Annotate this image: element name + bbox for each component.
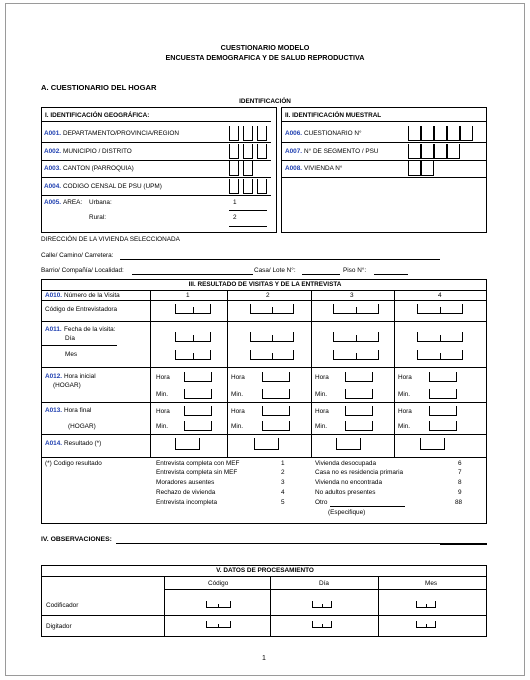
minute-box[interactable]	[429, 421, 457, 431]
visit-number: 4	[438, 292, 442, 299]
minute-box[interactable]	[262, 421, 290, 431]
rural-label: Rural:	[89, 214, 107, 221]
digit-separator	[322, 624, 323, 628]
code-label: A003.	[44, 165, 62, 172]
hour-label: Hora	[398, 374, 412, 381]
row-label: CUESTIONARIO N°	[304, 130, 362, 137]
code-digit-box[interactable]	[229, 161, 239, 176]
code-digit-box[interactable]	[243, 126, 253, 141]
row-label: CODIGO CENSAL DE PSU (UPM)	[63, 183, 162, 190]
observations-input-line[interactable]	[440, 544, 487, 545]
result-code-number: 6	[458, 460, 462, 467]
minute-box[interactable]	[429, 389, 457, 399]
code-label: A012.	[45, 373, 63, 380]
code-digit-box[interactable]	[243, 144, 253, 159]
code-label: A014.	[45, 440, 63, 447]
result-box[interactable]	[175, 438, 200, 450]
code-digit-box[interactable]	[243, 161, 253, 176]
household-label: (HOGAR)	[68, 423, 96, 430]
column-header-code: Código	[208, 580, 229, 587]
code-digit-box[interactable]	[257, 144, 267, 159]
divider	[164, 589, 487, 590]
column-header-month: Mes	[425, 580, 438, 587]
minute-label: Min.	[231, 423, 244, 430]
observations-input-line[interactable]	[116, 543, 487, 544]
digit-separator	[440, 335, 441, 342]
visit-number-label: Número de la Visita	[64, 292, 120, 299]
row-label: MUNICIPIO / DISTRITO	[63, 148, 132, 155]
hour-box[interactable]	[262, 406, 290, 416]
minute-label: Min.	[398, 423, 411, 430]
divider	[41, 402, 487, 403]
code-digit-box[interactable]	[257, 179, 267, 194]
street-label: Calle/ Camino/ Carretera:	[41, 252, 114, 259]
code-digit-box[interactable]	[243, 179, 253, 194]
result-code-label: Rechazo de vivienda	[156, 489, 216, 496]
processing-title: V. DATOS DE PROCESAMIENTO	[216, 567, 314, 574]
minute-label: Min.	[315, 423, 328, 430]
code-digit-box[interactable]	[257, 126, 267, 141]
code-digit-box[interactable]	[447, 144, 460, 159]
code-digit-box[interactable]	[434, 126, 447, 141]
minute-label: Min.	[315, 391, 328, 398]
street-input-line[interactable]	[120, 259, 440, 260]
code-label: A001.	[44, 130, 62, 137]
code-label: A011.	[45, 326, 62, 333]
digit-separator	[272, 353, 273, 360]
geo-title: I. IDENTIFICACIÓN GEOGRÁFICA:	[45, 112, 150, 119]
row-label: CANTON (PARROQUIA)	[63, 165, 134, 172]
code-label: A007.	[285, 148, 303, 155]
divider	[281, 121, 487, 122]
divider	[41, 434, 487, 435]
result-box[interactable]	[420, 438, 445, 450]
result-code-label: Casa no es residencia primaria	[315, 469, 404, 476]
minute-box[interactable]	[184, 421, 212, 431]
row-label-typist: Digitador	[46, 623, 72, 630]
result-code-number: 2	[281, 469, 285, 476]
divider	[281, 142, 487, 143]
code-digit-box[interactable]	[408, 161, 421, 176]
visit-number: 1	[186, 292, 190, 299]
code-label: A005.	[44, 199, 62, 206]
row-label-coder: Codificador	[46, 602, 79, 609]
code-digit-box[interactable]	[447, 126, 460, 141]
digit-separator	[356, 307, 357, 314]
digit-separator	[218, 604, 219, 608]
hour-box[interactable]	[429, 406, 457, 416]
result-code-number: 8	[458, 479, 462, 486]
barrio-label: Barrio/ Compañía/ Localidad:	[41, 267, 124, 274]
divider	[41, 345, 117, 346]
minute-box[interactable]	[345, 421, 373, 431]
specify-label: (Especifique)	[328, 509, 366, 516]
section-a-title: A. CUESTIONARIO DEL HOGAR	[41, 83, 157, 92]
minute-box[interactable]	[184, 389, 212, 399]
divider	[41, 367, 487, 368]
casa-input-line[interactable]	[302, 274, 340, 275]
result-code-number: 88	[455, 499, 463, 506]
code-digit-box[interactable]	[229, 126, 239, 141]
day-label: Día	[65, 335, 75, 342]
column-separator	[378, 576, 379, 637]
column-separator	[164, 576, 165, 637]
result-code-number: 9	[458, 489, 462, 496]
result-code-number: 5	[281, 499, 285, 506]
piso-label: Piso N°:	[343, 267, 367, 274]
result-code-label: Moradores ausentes	[156, 479, 215, 486]
interviewer-code-label: Código de Entrevistadora	[45, 306, 118, 313]
divider	[41, 142, 271, 143]
result-code-label: No adultos presentes	[315, 489, 376, 496]
result-codes-label: (*) Codigo resultado	[45, 460, 102, 467]
hour-label: Hora	[398, 408, 412, 415]
minute-label: Min.	[398, 391, 411, 398]
code-label: A013.	[45, 407, 63, 414]
result-code-label: Entrevista completa sin MEF	[156, 469, 238, 476]
area-answer-line[interactable]	[229, 210, 267, 211]
minute-box[interactable]	[262, 389, 290, 399]
hour-label: Hora	[231, 374, 245, 381]
urbana-label: Urbana:	[89, 199, 112, 206]
divider	[41, 457, 487, 458]
minute-label: Min.	[156, 423, 169, 430]
household-label: (HOGAR)	[53, 382, 81, 389]
digit-separator	[440, 353, 441, 360]
result-code-label: Vivienda no encontrada	[315, 479, 383, 486]
title-line-2: ENCUESTA DEMOGRAFICA Y DE SALUD REPRODUCTIVA	[165, 53, 365, 62]
hour-box[interactable]	[345, 372, 373, 382]
digit-separator	[426, 604, 427, 608]
column-header-day: Día	[319, 580, 329, 587]
result-code-number: 4	[281, 489, 285, 496]
address-heading: DIRECCIÓN DE LA VIVIENDA SELECCIONADA	[41, 236, 180, 243]
hour-box[interactable]	[345, 406, 373, 416]
hour-box[interactable]	[184, 372, 212, 382]
piso-input-line[interactable]	[374, 274, 408, 275]
code-label: A008.	[285, 165, 303, 172]
digit-separator	[426, 624, 427, 628]
hour-label: Hora	[315, 408, 329, 415]
code-digit-box[interactable]	[421, 144, 434, 159]
minute-label: Min.	[156, 391, 169, 398]
result-code-number: 1	[281, 460, 285, 467]
digit-separator	[272, 307, 273, 314]
digit-separator	[272, 335, 273, 342]
hour-label: Hora	[156, 408, 170, 415]
column-separator	[270, 576, 271, 637]
code-label: A004.	[44, 183, 62, 190]
sample-title: II. IDENTIFICACIÓN MUESTRAL	[285, 112, 382, 119]
result-code-number: 7	[458, 469, 462, 476]
minute-label: Min.	[231, 391, 244, 398]
hour-box[interactable]	[184, 406, 212, 416]
column-separator	[227, 290, 228, 458]
divider	[41, 300, 487, 301]
divider	[41, 177, 271, 178]
urbana-code: 1	[233, 199, 237, 206]
visits-title: III. RESULTADO DE VISITAS Y DE LA ENTREVISTA	[188, 281, 342, 288]
title-line-1: CUESTIONARIO MODELO	[220, 43, 310, 52]
result-box[interactable]	[336, 438, 361, 450]
result-code-label: Entrevista incompleta	[156, 499, 218, 506]
hour-box[interactable]	[262, 372, 290, 382]
divider	[41, 576, 487, 577]
code-digit-box[interactable]	[434, 144, 447, 159]
result-code-number: 3	[281, 479, 285, 486]
rural-code: 2	[233, 214, 237, 221]
digit-separator	[193, 307, 194, 314]
area-answer-line[interactable]	[229, 226, 267, 227]
divider	[41, 195, 271, 196]
row-label: N° DE SEGMENTO / PSU	[304, 148, 379, 155]
hour-label: Hora	[315, 374, 329, 381]
column-separator	[311, 290, 312, 458]
digit-separator	[193, 335, 194, 342]
hour-box[interactable]	[429, 372, 457, 382]
identification-heading: IDENTIFICACIÓN	[239, 98, 291, 105]
hour-label: Hora	[156, 374, 170, 381]
visit-date-label: Fecha de la visita:	[64, 326, 116, 333]
code-digit-box[interactable]	[408, 126, 421, 141]
digit-separator	[218, 624, 219, 628]
column-separator	[394, 290, 395, 458]
code-digit-box[interactable]	[421, 161, 434, 176]
result-box[interactable]	[254, 438, 279, 450]
area-label: AREA:	[63, 199, 83, 206]
minute-box[interactable]	[345, 389, 373, 399]
digit-separator	[356, 353, 357, 360]
result-code-label: Otro	[315, 499, 328, 506]
code-digit-box[interactable]	[460, 126, 473, 141]
digit-separator	[440, 307, 441, 314]
digit-separator	[193, 353, 194, 360]
hour-label: Hora	[231, 408, 245, 415]
divider	[41, 321, 487, 322]
casa-label: Casa/ Lote N°:	[254, 267, 296, 274]
visit-number: 2	[266, 292, 270, 299]
result-label: Resultado (*)	[64, 440, 102, 447]
code-digit-box[interactable]	[408, 144, 421, 159]
code-label: A010.	[45, 292, 63, 299]
end-time-label: Hora final	[64, 407, 92, 414]
row-label: DEPARTAMENTO/PROVINCIA/REGION	[63, 130, 179, 137]
digit-separator	[322, 604, 323, 608]
start-time-label: Hora inicial	[64, 373, 96, 380]
divider	[41, 615, 487, 616]
divider	[281, 160, 487, 161]
code-label: A002.	[44, 148, 62, 155]
divider	[281, 177, 487, 178]
page-number: 1	[262, 655, 266, 662]
result-code-label: Entrevista completa con MEF	[156, 460, 240, 467]
barrio-input-line[interactable]	[132, 274, 253, 275]
observations-label: IV. OBSERVACIONES:	[41, 536, 112, 543]
digit-separator	[356, 335, 357, 342]
divider	[41, 290, 487, 291]
visit-number: 3	[350, 292, 354, 299]
code-digit-box[interactable]	[421, 126, 434, 141]
code-label: A006.	[285, 130, 303, 137]
divider	[41, 121, 271, 122]
other-specify-line[interactable]	[330, 506, 405, 507]
result-code-label: Vivienda desocupada	[315, 460, 376, 467]
column-separator	[150, 290, 151, 458]
code-digit-box[interactable]	[229, 144, 239, 159]
month-label: Mes	[65, 351, 78, 358]
row-label: VIVIENDA N°	[304, 165, 343, 172]
code-digit-box[interactable]	[229, 179, 239, 194]
